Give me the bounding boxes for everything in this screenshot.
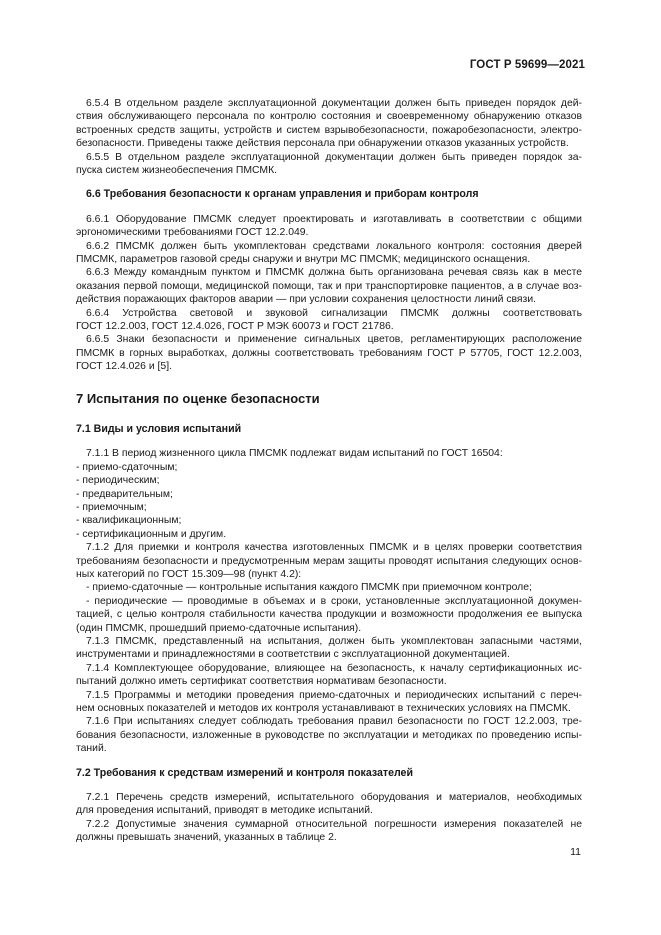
paragraph-7-1-1 (76, 447, 582, 541)
document-header: ГОСТ Р 59699—2021 (469, 59, 585, 71)
paragraph-6-6-4 (76, 307, 582, 334)
list-item: - предварительным; (76, 488, 173, 500)
section-heading-7-2: 7.2 Требования к средствам измерений и контроля показателей (76, 766, 413, 779)
paragraph-7-1-4 (76, 662, 582, 689)
paragraph-7-1-2 (76, 541, 582, 635)
list-item: - квалификационным; (76, 515, 182, 527)
text-line: ГОСТ 12.2.003, ГОСТ 12.4.026, ГОСТ Р МЭК 60073 и ГОСТ 21786. (76, 320, 394, 332)
text-line: нем основных показателей и методов их контроля устанавливают в технических условиях на ПМСМК. (76, 702, 571, 714)
text-line: тацией, с целью контроля стабильности качества продукции и возможности продолжения ее выпуска (76, 609, 582, 621)
text-line: эргономическими требованиями ГОСТ 12.2.049. (76, 227, 309, 239)
text-line: 7.2.2 Допустимые значения суммарной относительной погрешности измерения показателей не (86, 818, 582, 830)
text-line: ствия обслуживающего персонала по контролю состояния и своевременному обнаружению отказов (76, 111, 582, 123)
list-item: - периодическим; (76, 475, 160, 487)
text-line: 7.1.5 Программы и методики проведения приемо-сдаточных и периодических испытаний с переч- (86, 689, 582, 701)
text-line: пытаний должно иметь сертификат соответствия нормативам безопасности. (76, 676, 447, 688)
page-number: 11 (570, 846, 581, 858)
paragraph-7-1-5 (76, 689, 582, 716)
text-line: 7.2.1 Перечень средств измерений, испытательного оборудования и материалов, необходимых (86, 791, 582, 803)
text-line: - периодические — проводимые в объемах и в сроки, установленные эксплуатационной докумен- (86, 595, 582, 607)
section-heading-7-1: 7.1 Виды и условия испытаний (76, 422, 242, 435)
text-line: действия поражающих факторов аварии — при условии сохранения целостности линий связи. (76, 294, 537, 306)
text-line: 7.1.6 При испытаниях следует соблюдать требования правил безопасности по ГОСТ 12.2.003, тре- (86, 716, 582, 728)
text-line: пуска систем жизнеобеспечения ПМСМК. (76, 164, 278, 176)
text-line: 6.6.3 Между командным пунктом и ПМСМК должна быть организована речевая связь как в месте (86, 267, 582, 279)
text-line: должны превышать значений, указанных в таблице 2. (76, 832, 337, 844)
text-line: безопасности. Приведены также действия персонала при обнаружении отказов указанных устройств. (76, 138, 569, 150)
text-line: 7.1.3 ПМСМК, представленный на испытания, должен быть укомплектован запасными частями, (86, 635, 582, 647)
text-line: 6.6.4 Устройства световой и звуковой сигнализации ПМСМК должны соответствовать (86, 307, 582, 319)
page-content (76, 97, 582, 845)
text-line: 6.6.1 Оборудование ПМСМК следует проектировать и изготавливать в соответствии с общими (86, 213, 582, 225)
paragraph-6-6-3 (76, 266, 582, 306)
paragraph-6-5-5 (76, 151, 582, 178)
text-line: ПМСМК, параметров газовой среды снаружи и внутри МС ПМСМК; медицинского оснащения. (76, 253, 531, 265)
text-line: 6.6.5 Знаки безопасности и применение сигнальных цветов, регламентирующих расположение (86, 334, 582, 346)
chapter-heading-7: 7 Испытания по оценке безопасности (76, 390, 320, 406)
text-line: оказания первой помощи, медицинской помощи, так и при транспортировке пациентов, а в случае воз- (76, 280, 582, 292)
text-line: 7.1.4 Комплектующее оборудование, влияющее на безопасность, к началу сертификационных ис- (86, 662, 582, 674)
section-heading-6-6: 6.6 Требования безопасности к органам управления и приборам контроля (86, 188, 479, 201)
text-line: ПМСМК в горных выработках, должны соответствовать требованиям ГОСТ Р 57705, ГОСТ 12.2.003, (76, 347, 582, 359)
list-item: - сертификационным и другим. (76, 528, 227, 540)
text-line: 7.1.2 Для приемки и контроля качества изготовленных ПМСМК и в целях проверки соответствия (86, 542, 582, 554)
text-line: 6.6.2 ПМСМК должен быть укомплектован средствами локального контроля: состояния дверей (86, 240, 582, 252)
text-line: ных категорий по ГОСТ 15.309—98 (пункт 4.2): (76, 568, 302, 580)
text-line: 7.1.1 В период жизненного цикла ПМСМК подлежат видам испытаний по ГОСТ 16504: (86, 448, 503, 460)
paragraph-6-6-5 (76, 333, 582, 373)
paragraph-7-1-6 (76, 715, 582, 755)
list-item: - приемо-сдаточным; (76, 461, 178, 473)
paragraph-7-2-1 (76, 791, 582, 818)
text-line: бования безопасности, изложенные в руководстве по эксплуатации и методиках по проведению испы- (76, 729, 582, 741)
paragraph-7-1-3 (76, 635, 582, 662)
text-line: встроенных средств защиты, устройств и систем взрывобезопасности, пожаробезопасности, электро- (76, 124, 582, 136)
text-line: инструментами и принадлежностями в соответствии с эксплуатационной документацией. (76, 649, 510, 661)
text-line: (один ПМСМК, прошедший приемо-сдаточные испытания). (76, 622, 362, 634)
text-line: таний. (76, 743, 107, 755)
paragraph-6-6-2 (76, 240, 582, 267)
paragraph-7-2-2 (76, 818, 582, 845)
text-line: для проведения испытаний, приводят в методике испытаний. (76, 805, 373, 817)
paragraph-6-5-4 (76, 97, 582, 151)
text-line: требованиям безопасности и предусмотренным мерам защиты проводят испытания следующих основ- (76, 555, 582, 567)
text-line: 6.5.5 В отдельном разделе эксплуатационной документации должен быть приведен порядок за- (86, 151, 582, 163)
list-item: - приемочным; (76, 501, 147, 513)
text-line: - приемо-сдаточные — контрольные испытания каждого ПМСМК при приемочном контроле; (86, 582, 532, 594)
text-line: 6.5.4 В отдельном разделе эксплуатационной документации должен быть приведен порядок дей- (86, 98, 582, 109)
text-line: ГОСТ 12.4.026 и [5]. (76, 361, 172, 373)
paragraph-6-6-1 (76, 213, 582, 240)
